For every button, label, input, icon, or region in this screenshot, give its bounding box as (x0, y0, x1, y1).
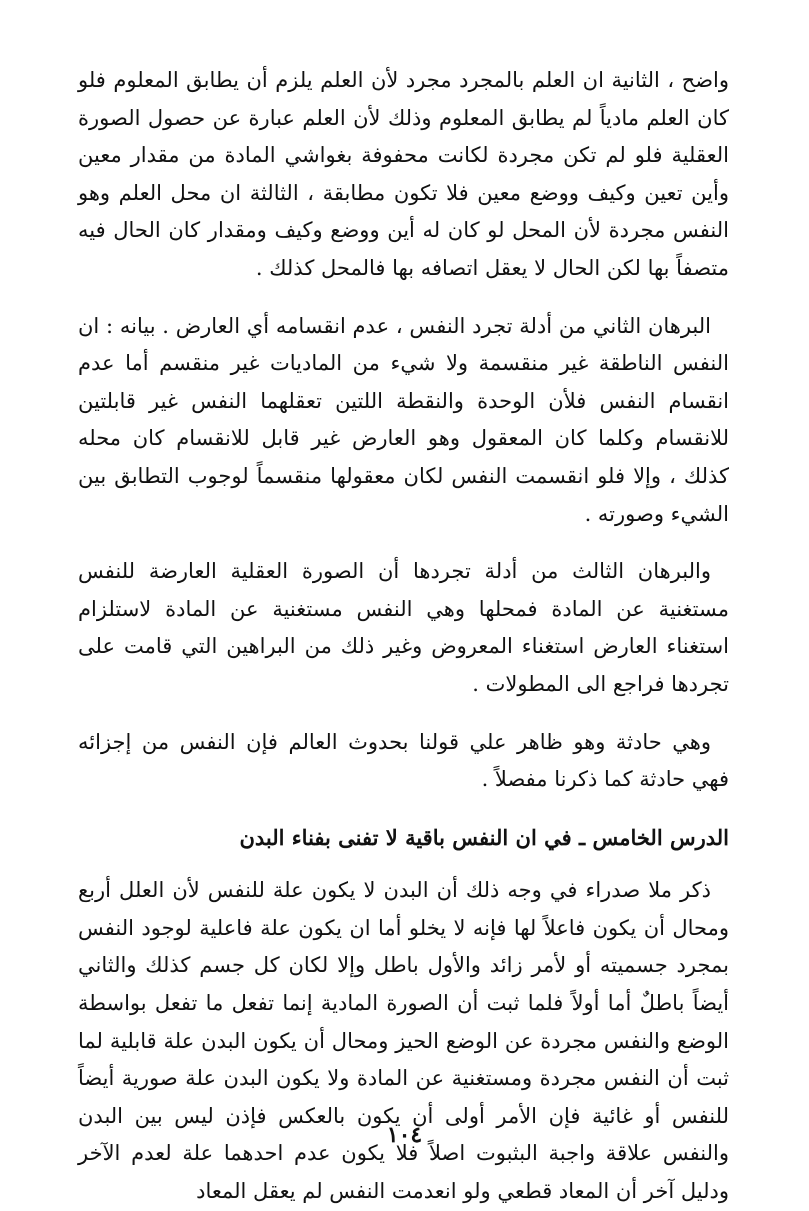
paragraph-3 (78, 553, 729, 703)
paragraph-2-text: البرهان الثاني من أدلة تجرد النفس ، عدم انقسامه أي العارض . بيانه : ان النفس الناطقة غير منقسمة ولا شيء من الماديات غير منقسم أما عدم انقسام النفس فلأن الوحدة والنقطة اللتين تعقلهما النفس غير قابلتين للانقسام وكلما كان المعقول وهو العارض غير قابل للانقسام كان محله كذلك ، وإلا فلو انقسمت النفس لكان معقولها منقسماً لوجوب التطابق بين الشيء وصورته . (78, 313, 729, 526)
paragraph-1 (78, 62, 729, 288)
paragraph-5-text: ذكر ملا صدراء في وجه ذلك أن البدن لا يكون علة للنفس لأن العلل أربع ومحال أن يكون فاعلاً لها فإنه لا يخلو أما ان يكون علة فاعلية لوجود النفس بمجرد جسميته أو لأمر زائد والأول باطل وإلا لكان كل جسم كذلك والثاني أيضاً باطلٌ أما أولاً فلما ثبت أن الصورة المادية إنما تفعل ما تفعل بواسطة الوضع والنفس مجردة عن الوضع الحيز ومحال أن يكون البدن علة قابلية لما ثبت أن النفس مجردة ومستغنية عن المادة ولا يكون البدن علة صورية أيضاً للنفس أو غائية فإن الأمر أولى أن يكون بالعكس فإذن ليس بين البدن والنفس علاقة واجبة البثبوت اصلاً فلا يكون عدم احدهما علة لعدم الآخر ودليل آخر أن المعاد قطعي ولو انعدمت النفس لم يعقل المعاد (78, 878, 729, 1204)
paragraph-4-text: وهي حادثة وهو ظاهر علي قولنا بحدوث العالم فإن النفس من إجزائه فهي حادثة كما ذكرنا مفصلاً . (78, 729, 729, 792)
paragraph-5 (78, 872, 729, 1210)
paragraph-2 (78, 308, 729, 534)
paragraph-1-text: واضح ، الثانية ان العلم بالمجرد مجرد لأن العلم يلزم أن يطابق المعلوم فلو كان العلم مادياً لم يطابق المعلوم وذلك لأن العلم عبارة عن حصول الصورة العقلية فلو لم تكن مجردة لكانت محفوفة بغواشي المادة من مقدار معين وأين تعين وكيف ووضع معين فلا تكون مطابقة ، الثالثة ان محل العلم وهو النفس مجردة لأن المحل لو كان له أين ووضع وكيف ومقدار كان الحال فيه متصفاً بها لكن الحال لا يعقل اتصافه بها فالمحل كذلك . (78, 68, 729, 280)
paragraph-3-text: والبرهان الثالث من أدلة تجردها أن الصورة العقلية العارضة للنفس مستغنية عن المادة فمحلها وهي النفس مستغنية عن المادة لاستلزام استغناء العارض استغناء المعروض وغير ذلك من البراهين التي قامت على تجردها فراجع الى المطولات . (78, 559, 729, 696)
lesson-heading: الدرس الخامس ـ في ان النفس باقية لا تفنى بفناء البدن (239, 824, 729, 850)
paragraph-4 (78, 724, 729, 799)
page-number: ١٠٤ (386, 1122, 423, 1148)
